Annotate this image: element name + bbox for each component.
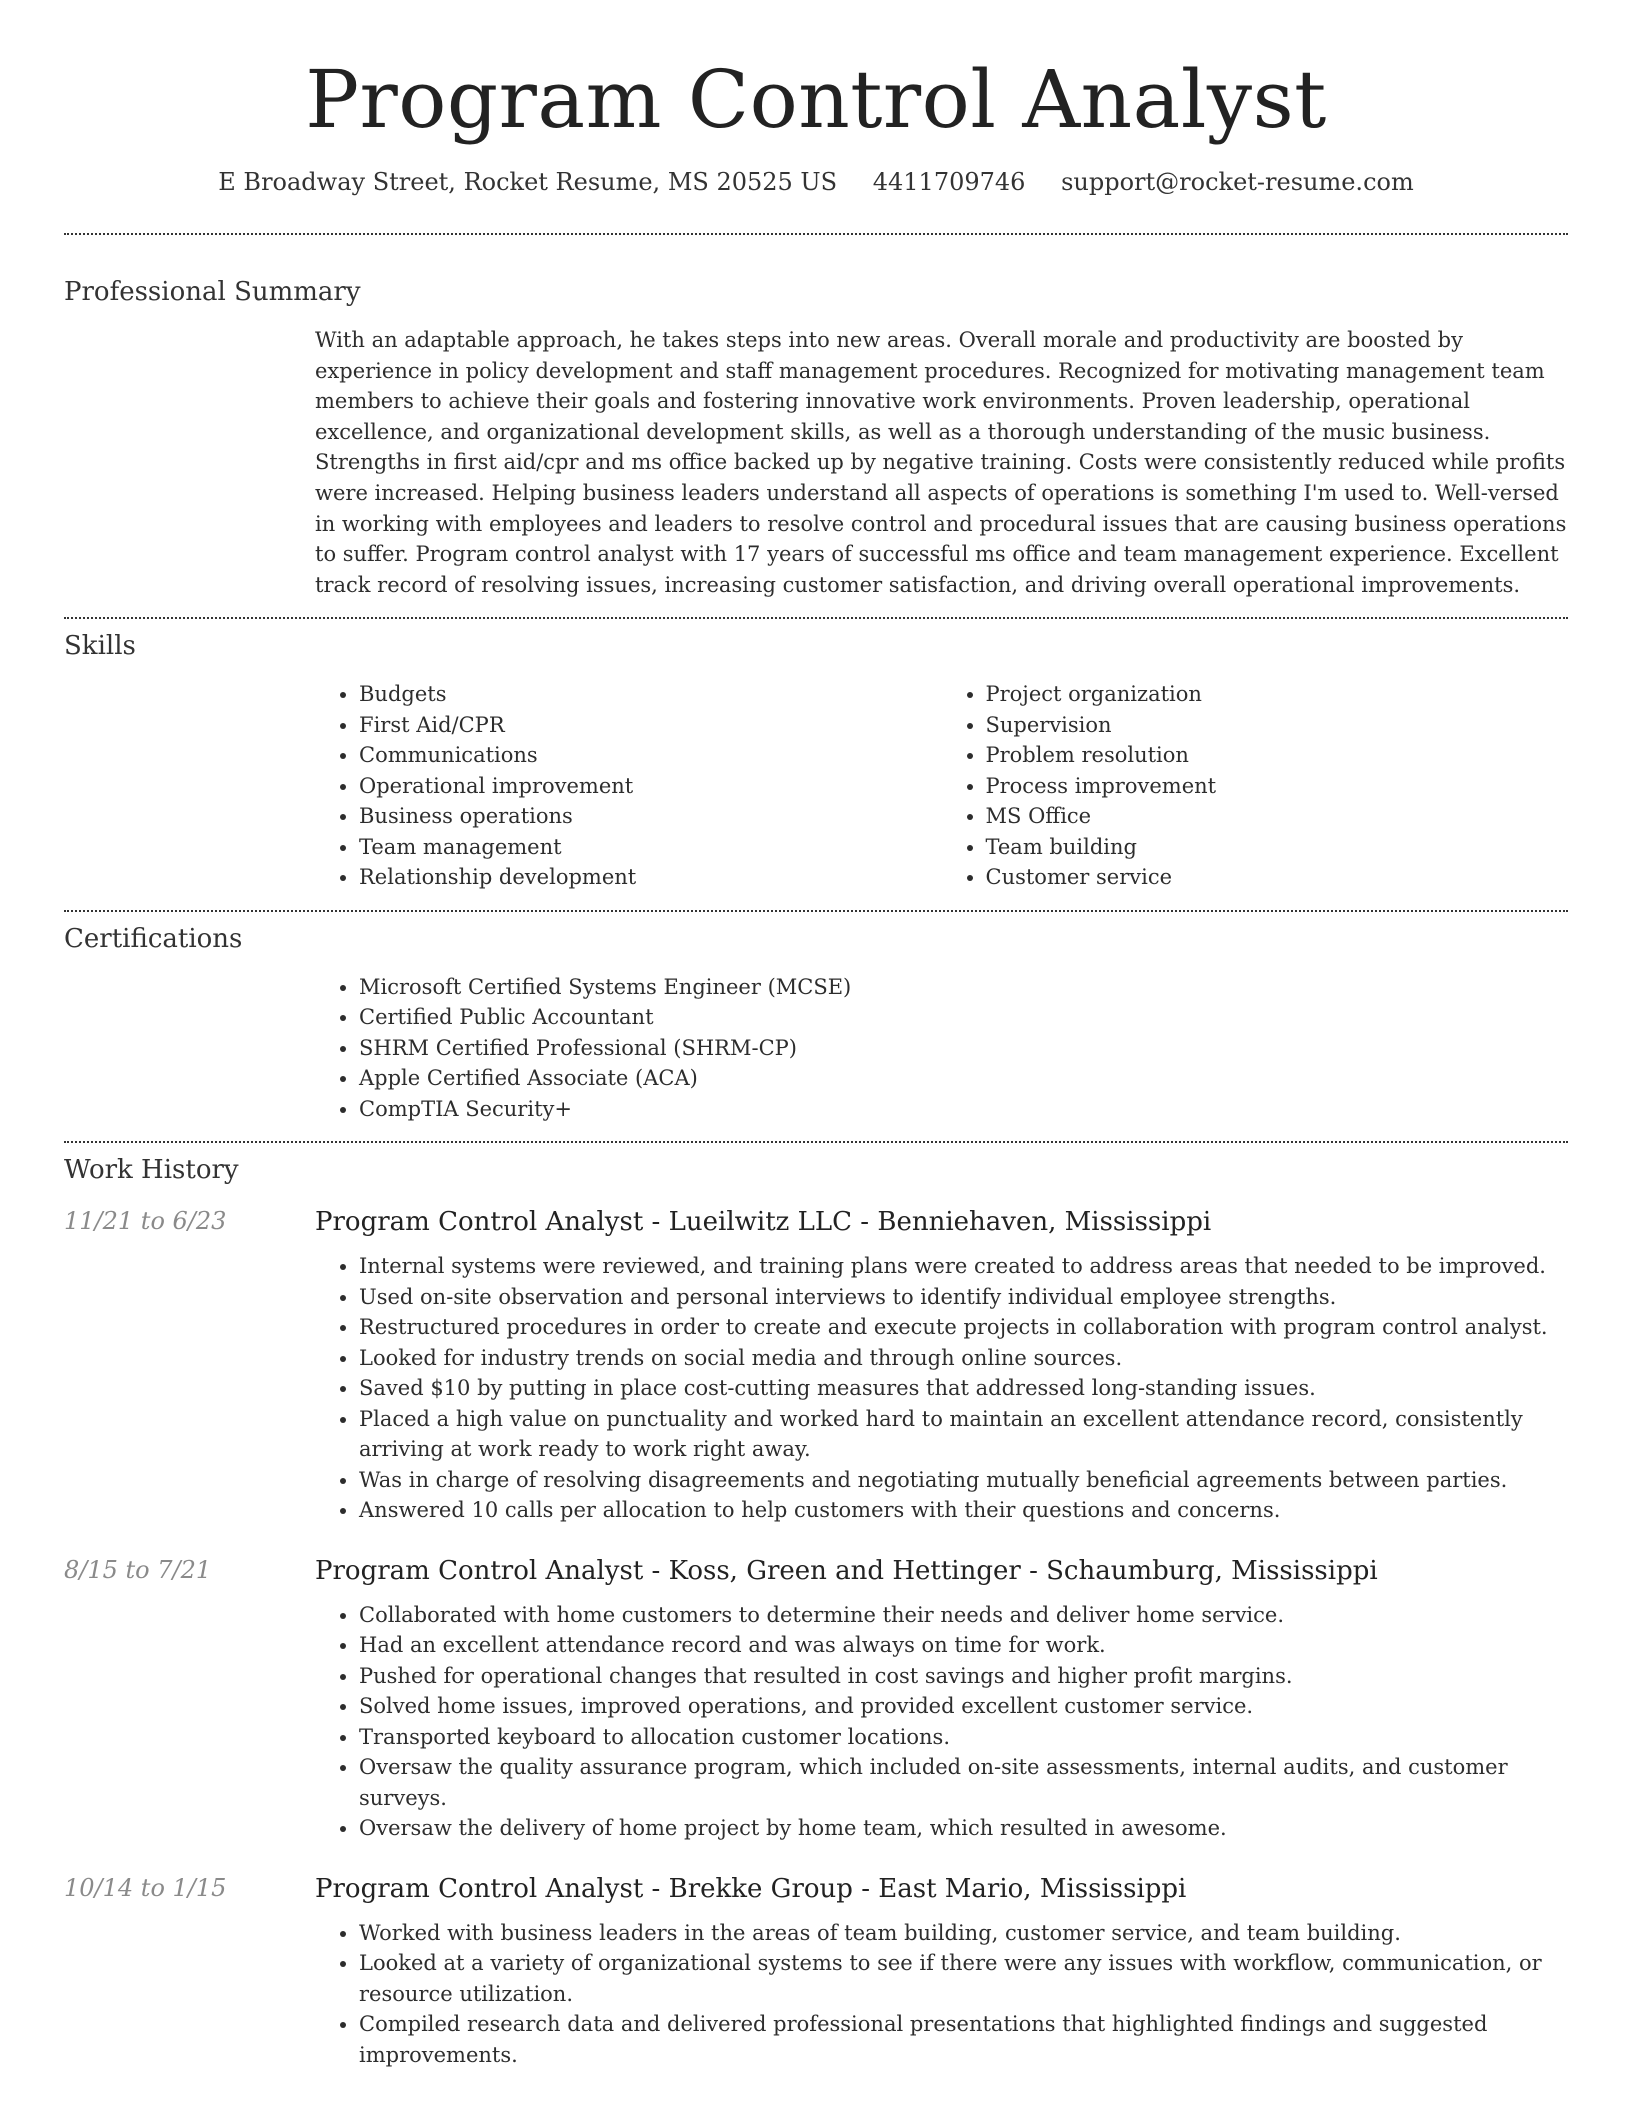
- skill-item: • Relationship development: [359, 862, 942, 893]
- skill-item: • MS Office: [986, 801, 1569, 832]
- email-link[interactable]: support@rocket-resume.com: [1061, 168, 1414, 196]
- certification-item: • Certified Public Accountant: [359, 1002, 1568, 1033]
- skills-section: [64, 631, 1568, 893]
- certifications-heading: Certifications: [64, 923, 243, 954]
- job-bullet: • Saved $10 by putting in place cost-cutting measures that addressed long-standing issues.: [359, 1373, 1568, 1404]
- job-bullet: • Compiled research data and delivered professional presentations that highlighted findings and suggested improvements.: [359, 2009, 1568, 2070]
- skill-item: • Customer service: [986, 862, 1569, 893]
- job-bullet: • Answered 10 calls per allocation to help customers with their questions and concerns.: [359, 1495, 1568, 1526]
- job-bullets: [315, 1600, 1568, 1844]
- job-bullets: [315, 1251, 1568, 1526]
- contact-line: [64, 168, 1568, 202]
- job-bullet: • Collaborated with home customers to determine their needs and deliver home service.: [359, 1600, 1568, 1631]
- skill-item: • Business operations: [359, 801, 942, 832]
- summary-section: [64, 277, 1568, 600]
- job-bullet: • Looked at a variety of organizational systems to see if there were any issues with workflow, communication, or resource utilization.: [359, 1948, 1568, 2009]
- job-title: Program Control Analyst - Lueilwitz LLC - Benniehaven, Mississippi: [315, 1207, 1212, 1238]
- section-divider: [64, 1141, 1568, 1143]
- skill-item: • First Aid/CPR: [359, 710, 942, 741]
- skill-item: • Team building: [986, 832, 1569, 863]
- job-entry: [64, 1207, 1568, 1526]
- job-bullet: • Oversaw the delivery of home project by home team, which resulted in awesome.: [359, 1813, 1568, 1844]
- section-divider: [64, 617, 1568, 619]
- skill-item: • Team management: [359, 832, 942, 863]
- resume-page: [64, 0, 1568, 2070]
- work-history-section: [64, 1155, 1568, 2070]
- skill-item: • Budgets: [359, 679, 942, 710]
- job-bullet: • Restructured procedures in order to create and execute projects in collaboration with program control analyst.: [359, 1312, 1568, 1343]
- certifications-section: [64, 924, 1568, 1125]
- job-bullets: [315, 1918, 1568, 2071]
- skill-item: • Operational improvement: [359, 771, 942, 802]
- job-entry: [64, 1556, 1568, 1844]
- certification-item: • CompTIA Security+: [359, 1094, 1568, 1125]
- summary-text: With an adaptable approach, he takes steps into new areas. Overall morale and productivity are boosted by experience in policy development and staff management procedures. Recognized for motivating management team members to achieve their goals and fostering innovative work environments. Proven leadership, operational excellence, and organizational development skills, as well as a thorough understanding of the music business. Strengths in first aid/cpr and ms office backed up by negative training. Costs were consistently reduced while profits were increased. Helping business leaders understand all aspects of operations is something I'm used to. Well-versed in working with employees and leaders to resolve control and procedural issues that are causing business operations to suffer. Program control analyst with 17 years of successful ms office and team management experience. Excellent track record of resolving issues, increasing customer satisfaction, and driving overall operational improvements.: [315, 328, 1567, 597]
- skills-heading: Skills: [64, 631, 136, 662]
- summary-heading: Professional Summary: [64, 277, 361, 307]
- skills-list: [315, 679, 1568, 893]
- job-title: Program Control Analyst - Koss, Green and Hettinger - Schaumburg, Mississippi: [315, 1555, 1378, 1586]
- work-history-heading: Work History: [64, 1155, 239, 1186]
- certifications-list: [315, 972, 1568, 1125]
- job-dates: 10/14 to 1/15: [64, 1873, 227, 1902]
- certification-item: • Apple Certified Associate (ACA): [359, 1063, 1568, 1094]
- resume-name: Program Control Analyst: [305, 53, 1327, 146]
- skills-column-left: [315, 679, 942, 893]
- job-bullet: • Had an excellent attendance record and was always on time for work.: [359, 1630, 1568, 1661]
- address-text: E Broadway Street, Rocket Resume, MS 20525 US: [218, 168, 838, 196]
- skill-item: • Process improvement: [986, 771, 1569, 802]
- job-bullet: • Was in charge of resolving disagreements and negotiating mutually beneficial agreements between parties.: [359, 1465, 1568, 1496]
- job-bullet: • Solved home issues, improved operations, and provided excellent customer service.: [359, 1691, 1568, 1722]
- certification-item: • Microsoft Certified Systems Engineer (MCSE): [359, 972, 1568, 1003]
- skills-column-right: [942, 679, 1569, 893]
- skill-item: • Communications: [359, 740, 942, 771]
- skill-item: • Supervision: [986, 710, 1569, 741]
- job-bullet: • Used on-site observation and personal interviews to identify individual employee strengths.: [359, 1282, 1568, 1313]
- job-bullet: • Transported keyboard to allocation customer locations.: [359, 1722, 1568, 1753]
- job-bullet: • Placed a high value on punctuality and worked hard to maintain an excellent attendance record, consistently arriving at work ready to work right away.: [359, 1404, 1568, 1465]
- certification-item: • SHRM Certified Professional (SHRM-CP): [359, 1033, 1568, 1064]
- job-bullet: • Oversaw the quality assurance program, which included on-site assessments, internal audits, and customer surveys.: [359, 1752, 1568, 1813]
- job-bullet: • Worked with business leaders in the areas of team building, customer service, and team building.: [359, 1918, 1568, 1949]
- job-bullet: • Pushed for operational changes that resulted in cost savings and higher profit margins.: [359, 1661, 1568, 1692]
- job-bullet: • Looked for industry trends on social media and through online sources.: [359, 1343, 1568, 1374]
- job-entry: [64, 1874, 1568, 2071]
- skill-item: • Project organization: [986, 679, 1569, 710]
- job-title: Program Control Analyst - Brekke Group - East Mario, Mississippi: [315, 1873, 1187, 1904]
- section-divider: [64, 910, 1568, 912]
- job-dates: 8/15 to 7/21: [64, 1555, 212, 1584]
- job-dates: 11/21 to 6/23: [64, 1207, 227, 1236]
- job-bullet: • Internal systems were reviewed, and training plans were created to address areas that needed to be improved.: [359, 1251, 1568, 1282]
- section-divider: [64, 233, 1568, 235]
- skill-item: • Problem resolution: [986, 740, 1569, 771]
- phone-text: 4411709746: [872, 168, 1026, 196]
